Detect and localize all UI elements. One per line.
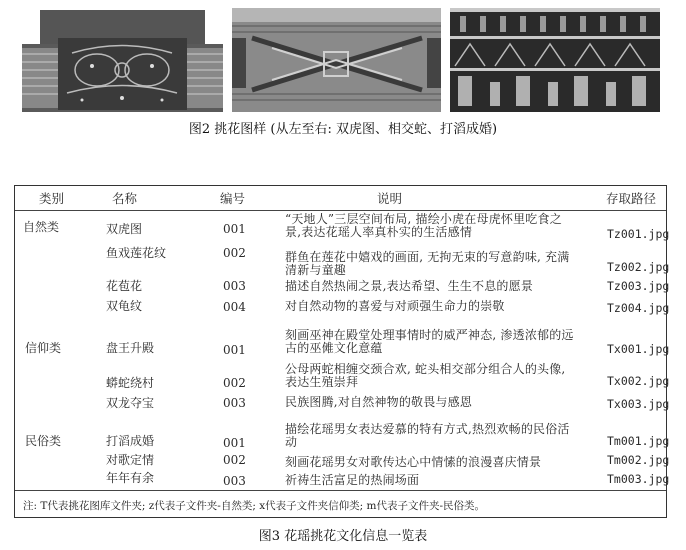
row-path: Tz003.jpg	[607, 279, 670, 293]
row-path: Tm002.jpg	[607, 453, 670, 467]
row-path: Tz002.jpg	[607, 260, 670, 274]
row-name: 双龙夺宝	[106, 396, 155, 410]
row-description: 群鱼在莲花中嬉戏的画面, 无拘无束的写意韵味, 充满清新与童趣	[285, 250, 570, 277]
row-path: Tm003.jpg	[607, 472, 670, 486]
row-path: Tx002.jpg	[607, 374, 670, 388]
row-description: 对自然动物的喜爱与对顽强生命力的崇敬	[285, 299, 505, 313]
row-number: 002	[223, 376, 246, 390]
row-number: 004	[223, 300, 246, 314]
row-number: 003	[223, 279, 246, 293]
row-name: 花苞花	[106, 279, 143, 293]
row-number: 003	[223, 474, 246, 488]
row-name: 蟒蛇绕村	[106, 376, 155, 390]
row-path: Tz001.jpg	[607, 227, 670, 241]
header-path: 存取路径	[606, 191, 657, 206]
row-path: Tx001.jpg	[607, 342, 670, 356]
row-description: 描述自然热闹之景,表达希望、生生不息的愿景	[285, 279, 534, 293]
row-number: 001	[223, 436, 246, 450]
row-name: 鱼戏莲花纹	[106, 246, 167, 260]
row-description: 刻画花瑶男女对歌传达心中情愫的浪漫喜庆情景	[285, 455, 542, 469]
pattern-images	[22, 8, 660, 112]
row-number: 002	[223, 246, 246, 260]
group-nature: 自然类	[23, 220, 60, 234]
group-folk: 民俗类	[25, 434, 62, 448]
row-number: 002	[223, 453, 246, 467]
row-name: 年年有余	[106, 471, 155, 485]
row-path: Tm001.jpg	[607, 434, 670, 448]
figure-2-caption: 图2 挑花图样 (从左至右: 双虎图、相交蛇、打滔成婚)	[188, 122, 498, 137]
header-category: 类别	[39, 191, 65, 206]
row-description: 刻画巫神在殿堂处理事情时的威严神态, 渗透浓郁的远古的巫傩文化意蕴	[285, 328, 574, 355]
row-description: “天地人”三层空间布局, 描绘小虎在母虎怀里吃食之景,表达花瑶人率真朴实的生活感情	[285, 212, 562, 239]
row-description: 公母两蛇相缠交颈合欢, 蛇头相交部分组合人的头像, 表达生殖崇拜	[285, 362, 566, 389]
row-name: 双虎图	[106, 222, 143, 236]
double-tiger-pattern-image	[22, 8, 223, 112]
intersecting-snake-pattern-image	[232, 8, 441, 112]
row-name: 盘王升殿	[106, 341, 155, 355]
header-divider	[15, 210, 666, 211]
group-belief: 信仰类	[25, 341, 62, 355]
row-path: Tx003.jpg	[607, 397, 670, 411]
figure-3-caption: 图3 花瑶挑花文化信息一览表	[258, 529, 428, 544]
header-description: 说明	[377, 191, 403, 206]
header-name: 名称	[112, 191, 138, 206]
wedding-pattern-image	[450, 8, 660, 112]
row-number: 003	[223, 396, 246, 410]
row-description: 描绘花瑶男女表达爱慕的特有方式,热烈欢畅的民俗活动	[285, 422, 570, 449]
header-number: 编号	[220, 191, 246, 206]
culture-info-table	[14, 185, 670, 518]
row-description: 民族图腾,对自然神物的敬畏与感恩	[285, 395, 473, 409]
row-description: 祈祷生活富足的热闹场面	[285, 473, 420, 487]
row-number: 001	[223, 222, 246, 236]
row-name: 双龟纹	[106, 299, 143, 313]
table-note: 注: T代表挑花图库文件夹; z代表子文件夹-自然类; x代表子文件夹信仰类; m代表子文件夹-民俗类。	[23, 500, 486, 512]
row-name: 打滔成婚	[106, 434, 155, 448]
row-number: 001	[223, 343, 246, 357]
row-name: 对歌定情	[106, 453, 155, 467]
row-path: Tz004.jpg	[607, 301, 670, 315]
note-divider	[15, 490, 666, 491]
